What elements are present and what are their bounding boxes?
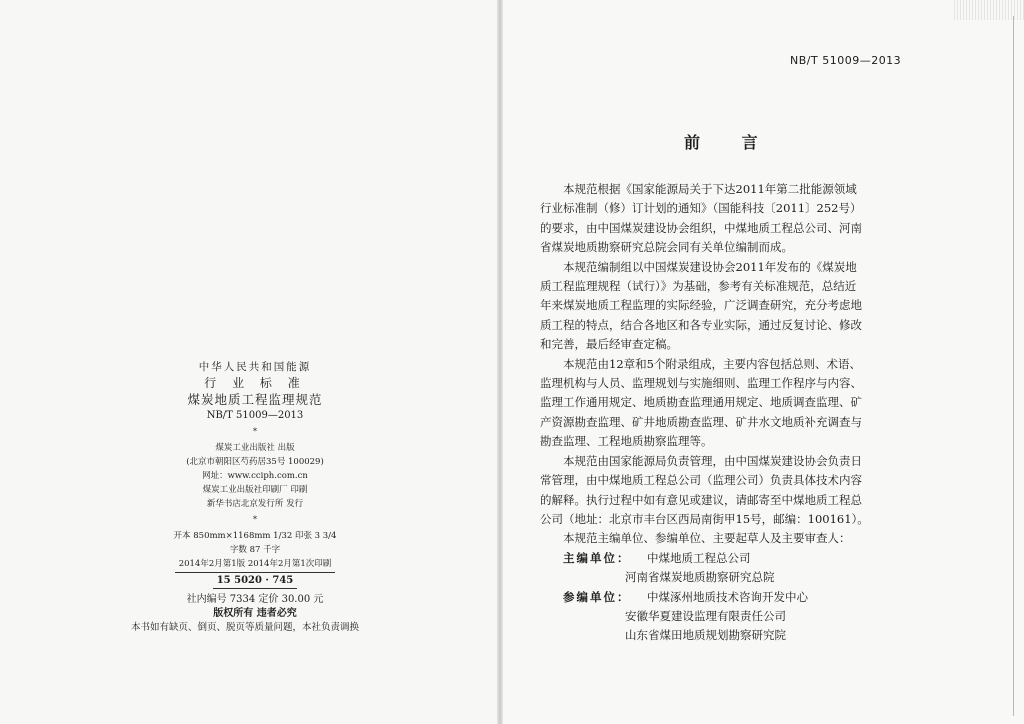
imprint-notice: 本书如有缺页、倒页、脱页等质量问题，本社负责调换 (130, 622, 359, 633)
text-line: 和完善，最后经审查定稿。 (540, 337, 678, 352)
preface-title: 前 言 (684, 133, 776, 152)
standard-code-header: NB/T 51009—2013 (790, 54, 902, 67)
paragraph-5: 本规范主编单位、参编单位、主要起草人及主要审查人： (563, 531, 851, 546)
paragraph-4 (540, 452, 900, 530)
book-gutter (497, 0, 503, 724)
imprint-rights: 版权所有 违者必究 (213, 608, 297, 619)
participant-unit-2: 安徽华夏建设监理有限责任公司 (625, 608, 786, 623)
imprint-title: 煤炭地质工程监理规范 (187, 392, 323, 407)
paragraph-2 (540, 258, 900, 355)
text-line: 本规范编制组以中国煤炭建设协会2011年发布的《煤炭地 (563, 259, 857, 274)
text-line: 行业标准制（修）订计划的通知》（国能科技〔2011〕252号） (540, 201, 862, 216)
chief-unit-1: 中煤地质工程总公司 (647, 550, 751, 565)
imprint-format: 开本 850mm×1168mm 1/32 印张 3 3/4 (173, 531, 337, 541)
imprint-address: (北京市朝阳区芍药居35号 100029) (186, 457, 324, 467)
chief-units-label: 主编单位： (563, 550, 631, 565)
text-line: 公司（地址：北京市丰台区西局南街甲15号，邮编：100161）。 (540, 511, 869, 526)
text-line: 监理工作通用规定、地质勘查监理通用规定、地质调查监理、矿 (540, 395, 862, 410)
text-line: 本规范由12章和5个附录组成，主要内容包括总则、术语、 (563, 356, 861, 371)
imprint-distributor: 新华书店北京发行所 发行 (206, 499, 304, 509)
imprint-star-2: * (253, 515, 257, 524)
chief-unit-2: 河南省煤炭地质勘察研究总院 (625, 570, 775, 585)
imprint-price: 社内编号 7334 定价 30.00 元 (186, 594, 324, 605)
imprint-issuer: 中华人民共和国能源 (198, 361, 312, 373)
preface-body (540, 180, 900, 646)
text-line: 年来煤炭地质工程监理的实际经验，广泛调查研究，充分考虑地 (540, 298, 862, 313)
text-line: 监理机构与人员、监理规划与实施细则、监理工作程序与内容、 (540, 376, 862, 391)
text-line: 的要求，由中国煤炭建设协会组织，中煤地质工程总公司、河南 (540, 220, 862, 235)
text-line: 的解释。执行过程中如有意见或建议，请邮寄至中煤地质工程总 (540, 492, 862, 507)
paragraph-3 (540, 355, 900, 452)
text-line: 勘查监理、工程地质勘察监理等。 (540, 434, 713, 449)
text-line: 省煤炭地质勘察研究总院会同有关单位编制而成。 (540, 240, 793, 255)
text-line: 产资源勘查监理、矿井地质勘查监理、矿井水文地质补充调查与 (540, 414, 862, 429)
imprint-code: NB/T 51009—2013 (206, 410, 304, 421)
participant-unit-3: 山东省煤田地质规划勘察研究院 (625, 628, 786, 643)
participating-units (540, 588, 900, 607)
imprint-category: 行 业 标 准 (204, 376, 306, 390)
participant-units-label: 参编单位： (563, 589, 631, 604)
imprint-publisher: 煤炭工业出版社 出版 (215, 443, 295, 453)
imprint-star: * (253, 427, 257, 436)
imprint-printer: 煤炭工业出版社印刷厂 印刷 (202, 485, 308, 495)
text-line: 质工程监理规程（试行）》为基础，参考有关标准规范，总结近 (540, 279, 857, 294)
imprint-website: 网址：www.cciph.com.cn (202, 471, 308, 481)
imprint-edition: 2014年2月第1版 2014年2月第1次印刷 (178, 559, 332, 569)
paragraph-1 (540, 180, 900, 258)
text-line: 常管理，由中煤地质工程总公司（监理公司）负责具体技术内容 (540, 473, 862, 488)
imprint-isbn: 15 5020 · 745 (213, 574, 298, 589)
participant-unit-1: 中煤涿州地质技术咨询开发中心 (647, 589, 808, 604)
text-line: 本规范由国家能源局负责管理，由中国煤炭建设协会负责日 (563, 453, 862, 468)
imprint-wordcount: 字数 87 千字 (229, 545, 281, 555)
copyright-imprint (110, 360, 400, 635)
chief-editor-units (540, 549, 900, 568)
imprint-rule (175, 572, 335, 573)
text-line: 本规范根据《国家能源局关于下达2011年第二批能源领域 (563, 182, 857, 196)
scan-edge-line (1013, 16, 1014, 716)
text-line: 质工程的特点，结合各地区和各专业实际，通过反复讨论、修改 (540, 317, 862, 332)
